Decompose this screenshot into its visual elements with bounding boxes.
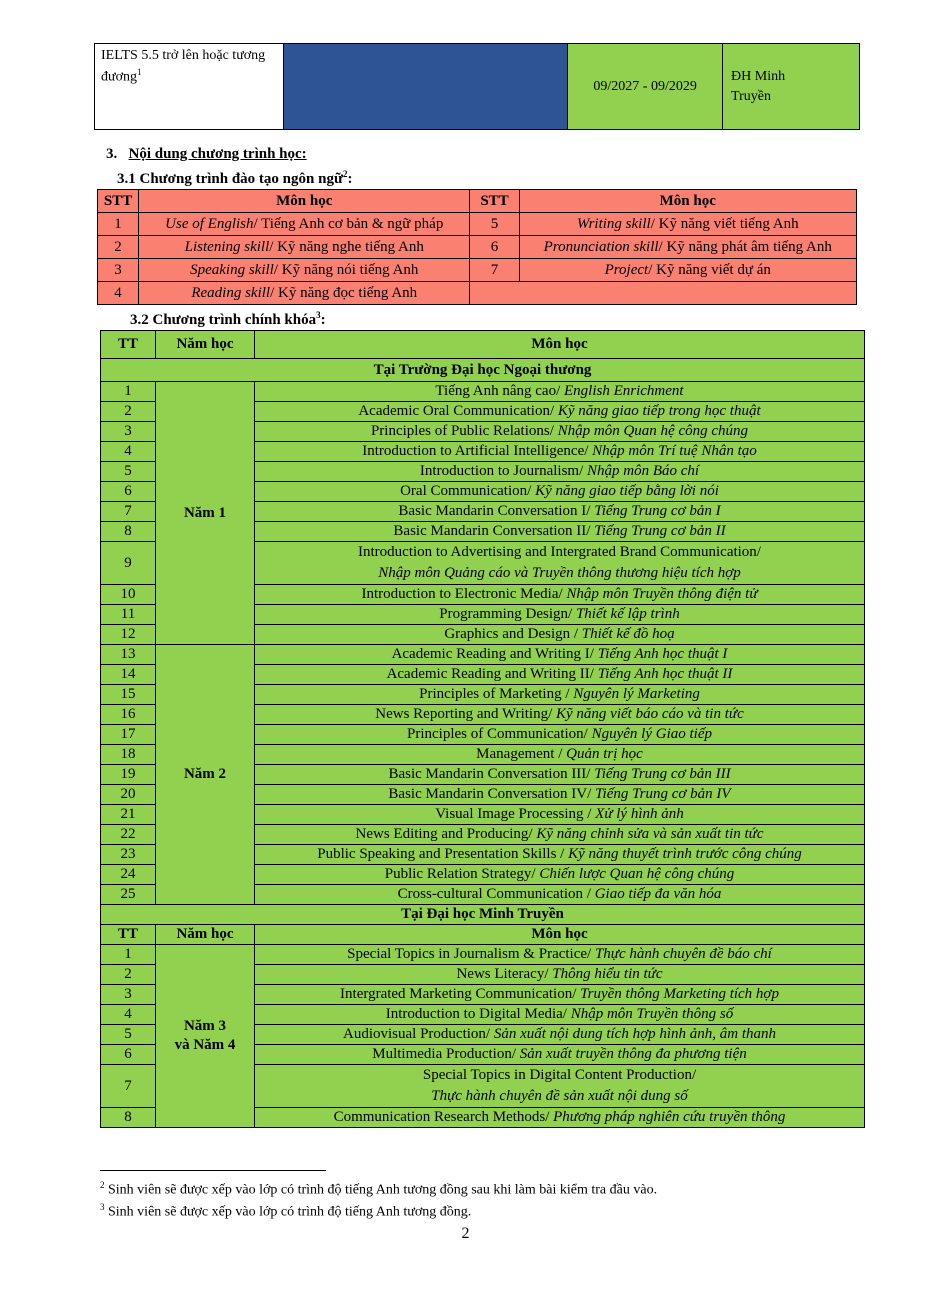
tt-cell: 2 — [101, 965, 156, 985]
subject-cell — [255, 585, 865, 605]
subject-en: Special Topics in Digital Content Production/ — [422, 1067, 697, 1083]
subject-cell — [255, 985, 865, 1005]
subject-cell — [255, 442, 865, 462]
header-tt: TT — [101, 331, 156, 359]
language-training-table — [97, 189, 857, 305]
subject-en: Intergrated Marketing Communication/ — [340, 986, 581, 1002]
subject-vi: / Tiếng Anh cơ bản & ngữ pháp — [253, 215, 444, 232]
tt-cell: 17 — [101, 725, 156, 745]
subject-vi: Thiết kế đồ hoạ — [581, 626, 675, 642]
ftu-section-title: Tại Trường Đại học Ngoại thương — [101, 359, 865, 382]
subject-vi: Quản trị học — [566, 746, 643, 762]
subject-cell — [255, 382, 865, 402]
requirement-cell — [95, 44, 284, 130]
section-title: Nội dung chương trình học: — [128, 146, 307, 162]
subject-en: Introduction to Advertising and Intergrated Brand Communication/ — [358, 544, 761, 560]
subject-vi: Nhập môn Truyền thông số — [570, 1006, 734, 1022]
tt-cell: 24 — [101, 865, 156, 885]
admission-row-table — [94, 43, 860, 130]
subject-en: Academic Oral Communication/ — [358, 403, 558, 419]
year-label: Năm 2 — [183, 766, 227, 782]
subject-en: Introduction to Electronic Media/ — [361, 586, 567, 602]
tt-cell: 3 — [101, 985, 156, 1005]
tt-cell: 12 — [101, 625, 156, 645]
year-label: Năm 3 — [183, 1018, 227, 1034]
subject-cell — [519, 213, 856, 236]
subject-vi: / Kỹ năng đọc tiếng Anh — [270, 284, 418, 301]
table-row — [101, 382, 865, 402]
table-row — [101, 945, 865, 965]
tt-cell: 14 — [101, 665, 156, 685]
subject-cell — [519, 236, 856, 259]
stt-cell: 5 — [470, 213, 519, 236]
subject-en: Basic Mandarin Conversation IV/ — [388, 786, 596, 802]
header-subject-left: Môn học — [139, 190, 470, 213]
subject-en: Writing skill — [576, 215, 651, 232]
subject-vi: Kỹ năng chỉnh sửa và sản xuất tin tức — [536, 826, 764, 842]
subject-cell — [255, 1025, 865, 1045]
subject-en: Academic Reading and Writing II/ — [386, 666, 598, 682]
subject-vi: Nhập môn Báo chí — [587, 463, 700, 479]
subject-en: Academic Reading and Writing I/ — [391, 646, 598, 662]
subject-en: Reading skill — [191, 284, 271, 301]
table-row — [101, 645, 865, 665]
subject-vi: Nguyên lý Giao tiếp — [591, 726, 712, 742]
subject-vi: Kỹ năng giao tiếp trong học thuật — [557, 403, 761, 419]
tt-cell: 5 — [101, 1025, 156, 1045]
tt-cell: 3 — [101, 422, 156, 442]
tt-cell: 6 — [101, 1045, 156, 1065]
year-label: Năm 1 — [183, 504, 227, 521]
period-cell — [568, 44, 723, 130]
subject-vi: Chiến lược Quan hệ công chúng — [539, 866, 735, 882]
colon: : — [347, 171, 353, 187]
footnote-separator — [100, 1170, 326, 1171]
subject-vi: Nhập môn Quan hệ công chúng — [557, 423, 749, 439]
subject-en: Principles of Marketing / — [419, 686, 574, 702]
subject-vi: / Kỹ năng phát âm tiếng Anh — [658, 238, 832, 255]
subject-vi: Sản xuất nội dung tích hợp hình ảnh, âm thanh — [493, 1026, 776, 1042]
subject-cell — [255, 605, 865, 625]
header-year: Năm học — [156, 331, 255, 359]
tt-cell: 23 — [101, 845, 156, 865]
subject-vi: Thông hiểu tin tức — [552, 966, 663, 982]
subject-cell — [255, 785, 865, 805]
tt-cell: 8 — [101, 522, 156, 542]
subject-cell — [255, 462, 865, 482]
subject-en: Use of English — [165, 215, 254, 232]
tt-cell: 18 — [101, 745, 156, 765]
subject-en: Basic Mandarin Conversation III/ — [388, 766, 595, 782]
stt-cell: 1 — [98, 213, 139, 236]
footnote-number: 3 — [100, 1202, 105, 1212]
header-subject-right: Môn học — [519, 190, 856, 213]
subject-cell — [139, 259, 470, 282]
subject-en: Pronunciation skill — [543, 238, 659, 255]
section-number: 3. — [106, 146, 118, 162]
tt-cell: 11 — [101, 605, 156, 625]
subject-cell — [255, 402, 865, 422]
colon: : — [320, 312, 326, 328]
subject-vi: Thiết kế lập trình — [575, 606, 680, 622]
subject-en: Public Relation Strategy/ — [384, 866, 540, 882]
subject-cell — [255, 745, 865, 765]
tt-cell: 13 — [101, 645, 156, 665]
subject-cell — [255, 805, 865, 825]
header-stt-left: STT — [98, 190, 139, 213]
subject-cell — [255, 705, 865, 725]
subject-en: Graphics and Design / — [444, 626, 582, 642]
subject-vi: Nhập môn Truyền thông điện tử — [566, 586, 758, 602]
header-subject: Môn học — [255, 925, 865, 945]
subject-vi: Thực hành chuyên đề sản xuất nội dung số — [431, 1088, 688, 1104]
subject-cell — [139, 213, 470, 236]
subject-en: Basic Mandarin Conversation I/ — [398, 503, 595, 519]
footnote-number: 2 — [100, 1180, 105, 1190]
subject-en: Introduction to Artificial Intelligence/ — [362, 443, 593, 459]
subject-cell — [255, 522, 865, 542]
subject-vi: Sản xuất truyền thông đa phương tiện — [519, 1046, 747, 1062]
section-31-title: 3.1 Chương trình đào tạo ngôn ngữ — [117, 171, 343, 187]
subject-vi: Giao tiếp đa văn hóa — [594, 886, 722, 902]
tt-cell: 25 — [101, 885, 156, 905]
empty-cell — [470, 282, 857, 305]
subject-vi: Nguyên lý Marketing — [573, 686, 700, 702]
table-row — [98, 282, 857, 305]
subject-cell — [255, 825, 865, 845]
subject-vi: / Kỹ năng nghe tiếng Anh — [269, 238, 424, 255]
stt-cell: 7 — [470, 259, 519, 282]
tt-cell: 16 — [101, 705, 156, 725]
subject-cell — [255, 945, 865, 965]
subject-cell — [255, 865, 865, 885]
subject-cell — [255, 1108, 865, 1128]
subject-en: News Editing and Producing/ — [355, 826, 537, 842]
blank-blue-cell — [283, 44, 568, 130]
subject-cell — [139, 236, 470, 259]
year-cell — [156, 945, 255, 1128]
footnote-2 — [100, 1180, 657, 1199]
subject-vi: Nhập môn Trí tuệ Nhân tạo — [592, 443, 757, 459]
place-cell — [723, 44, 860, 130]
subject-en: Principles of Public Relations/ — [370, 423, 558, 439]
subject-cell — [255, 502, 865, 522]
subject-vi: English Enrichment — [564, 383, 684, 399]
subject-en: Project — [604, 261, 649, 278]
subject-en: Visual Image Processing / — [435, 806, 596, 822]
footnote-ref-1: 1 — [137, 67, 142, 77]
subject-en: Speaking skill — [190, 261, 274, 278]
subject-vi: Tiếng Trung cơ bản II — [594, 523, 726, 539]
subject-cell — [255, 885, 865, 905]
subject-en: Special Topics in Journalism & Practice/ — [347, 946, 595, 962]
subject-cell — [255, 965, 865, 985]
subject-vi: Kỹ năng viết báo cáo và tin tức — [556, 706, 744, 722]
subject-vi: / Kỹ năng viết tiếng Anh — [650, 215, 799, 232]
subject-en: Programming Design/ — [439, 606, 576, 622]
subject-vi: Kỹ năng giao tiếp bằng lời nói — [535, 483, 719, 499]
tt-cell: 21 — [101, 805, 156, 825]
subject-cell — [255, 685, 865, 705]
tt-cell: 1 — [101, 945, 156, 965]
header-tt: TT — [101, 925, 156, 945]
subject-en: Cross-cultural Communication / — [397, 886, 595, 902]
tt-cell: 5 — [101, 462, 156, 482]
year-cell — [156, 645, 255, 905]
subject-en: Oral Communication/ — [400, 483, 536, 499]
stt-cell: 6 — [470, 236, 519, 259]
table-row — [98, 213, 857, 236]
section-32-title: 3.2 Chương trình chính khóa — [130, 312, 317, 328]
year-cell — [156, 382, 255, 645]
footnote-text: Sinh viên sẽ được xếp vào lớp có trình độ tiếng Anh tương đồng. — [104, 1204, 472, 1220]
subject-cell — [255, 665, 865, 685]
subject-vi: / Kỹ năng nói tiếng Anh — [273, 261, 419, 278]
subject-vi: Tiếng Trung cơ bản IV — [595, 786, 731, 802]
table-row — [98, 236, 857, 259]
subject-cell — [519, 259, 856, 282]
tt-cell: 20 — [101, 785, 156, 805]
subject-en: Basic Mandarin Conversation II/ — [393, 523, 595, 539]
subject-vi: Tiếng Anh học thuật II — [597, 666, 733, 682]
subject-en: Management / — [476, 746, 567, 762]
subject-en: Public Speaking and Presentation Skills / — [317, 846, 569, 862]
section-31-heading — [117, 169, 352, 188]
footnote-ref-3: 3 — [316, 310, 321, 320]
subject-cell — [255, 1005, 865, 1025]
tt-cell: 9 — [101, 542, 156, 585]
tt-cell: 19 — [101, 765, 156, 785]
subject-cell — [255, 1065, 865, 1108]
subject-en: Audiovisual Production/ — [343, 1026, 494, 1042]
year-label: và Năm 4 — [174, 1037, 236, 1053]
table-row — [98, 259, 857, 282]
tt-cell: 8 — [101, 1108, 156, 1128]
tt-cell: 7 — [101, 502, 156, 522]
section-32-heading — [130, 310, 326, 329]
tt-cell: 7 — [101, 1065, 156, 1108]
subject-en: Communication Research Methods/ — [333, 1109, 554, 1125]
tt-cell: 22 — [101, 825, 156, 845]
tt-cell: 4 — [101, 442, 156, 462]
subject-en: Tiếng Anh nâng cao/ — [435, 383, 565, 399]
mcu-section-title: Tại Đại học Minh Truyền — [101, 905, 865, 925]
subject-en: News Reporting and Writing/ — [375, 706, 557, 722]
tt-cell: 4 — [101, 1005, 156, 1025]
main-curriculum-table — [100, 330, 865, 1128]
subject-en: Listening skill — [184, 238, 270, 255]
header-stt-right: STT — [470, 190, 519, 213]
stt-cell: 3 — [98, 259, 139, 282]
tt-cell: 2 — [101, 402, 156, 422]
subject-cell — [255, 765, 865, 785]
subject-cell — [139, 282, 470, 305]
stt-cell: 4 — [98, 282, 139, 305]
stt-cell: 2 — [98, 236, 139, 259]
subject-cell — [255, 482, 865, 502]
subject-vi: Phương pháp nghiên cứu truyền thông — [553, 1109, 786, 1125]
subject-vi: Tiếng Trung cơ bản III — [594, 766, 731, 782]
subject-en: Principles of Communication/ — [407, 726, 592, 742]
requirement-text: IELTS 5.5 trở lên hoặc tương đương — [101, 48, 266, 85]
subject-en: Multimedia Production/ — [372, 1046, 520, 1062]
subject-vi: Kỹ năng thuyết trình trước công chúng — [568, 846, 802, 862]
tt-cell: 10 — [101, 585, 156, 605]
page-number: 2 — [461, 1225, 470, 1242]
subject-cell — [255, 725, 865, 745]
subject-en: Introduction to Digital Media/ — [385, 1006, 571, 1022]
tt-cell: 6 — [101, 482, 156, 502]
subject-vi: Xử lý hình ảnh — [595, 806, 684, 822]
section-3-heading — [106, 146, 307, 163]
subject-cell — [255, 1045, 865, 1065]
subject-cell — [255, 625, 865, 645]
place-text: ĐH Minh Truyền — [731, 68, 786, 104]
subject-vi: Truyền thông Marketing tích hợp — [580, 986, 779, 1002]
subject-cell — [255, 542, 865, 585]
tt-cell: 15 — [101, 685, 156, 705]
header-year: Năm học — [156, 925, 255, 945]
subject-cell — [255, 845, 865, 865]
subject-en: News Literacy/ — [456, 966, 553, 982]
subject-vi: Nhập môn Quảng cáo và Truyền thông thương hiệu tích hợp — [378, 565, 741, 581]
subject-vi: Thực hành chuyên đề báo chí — [594, 946, 772, 962]
period-text: 09/2027 - 09/2029 — [593, 78, 697, 94]
footnote-3 — [100, 1202, 471, 1221]
subject-cell — [255, 422, 865, 442]
footnote-text: Sinh viên sẽ được xếp vào lớp có trình độ tiếng Anh tương đồng sau khi làm bài kiểm tra đầu vào. — [104, 1182, 658, 1198]
footnote-ref-2: 2 — [342, 169, 348, 179]
header-subject: Môn học — [255, 331, 865, 359]
tt-cell: 1 — [101, 382, 156, 402]
subject-vi: / Kỹ năng viết dự án — [648, 261, 771, 278]
subject-vi: Tiếng Anh học thuật I — [597, 646, 728, 662]
subject-cell — [255, 645, 865, 665]
subject-en: Introduction to Journalism/ — [419, 463, 587, 479]
subject-vi: Tiếng Trung cơ bản I — [594, 503, 721, 519]
